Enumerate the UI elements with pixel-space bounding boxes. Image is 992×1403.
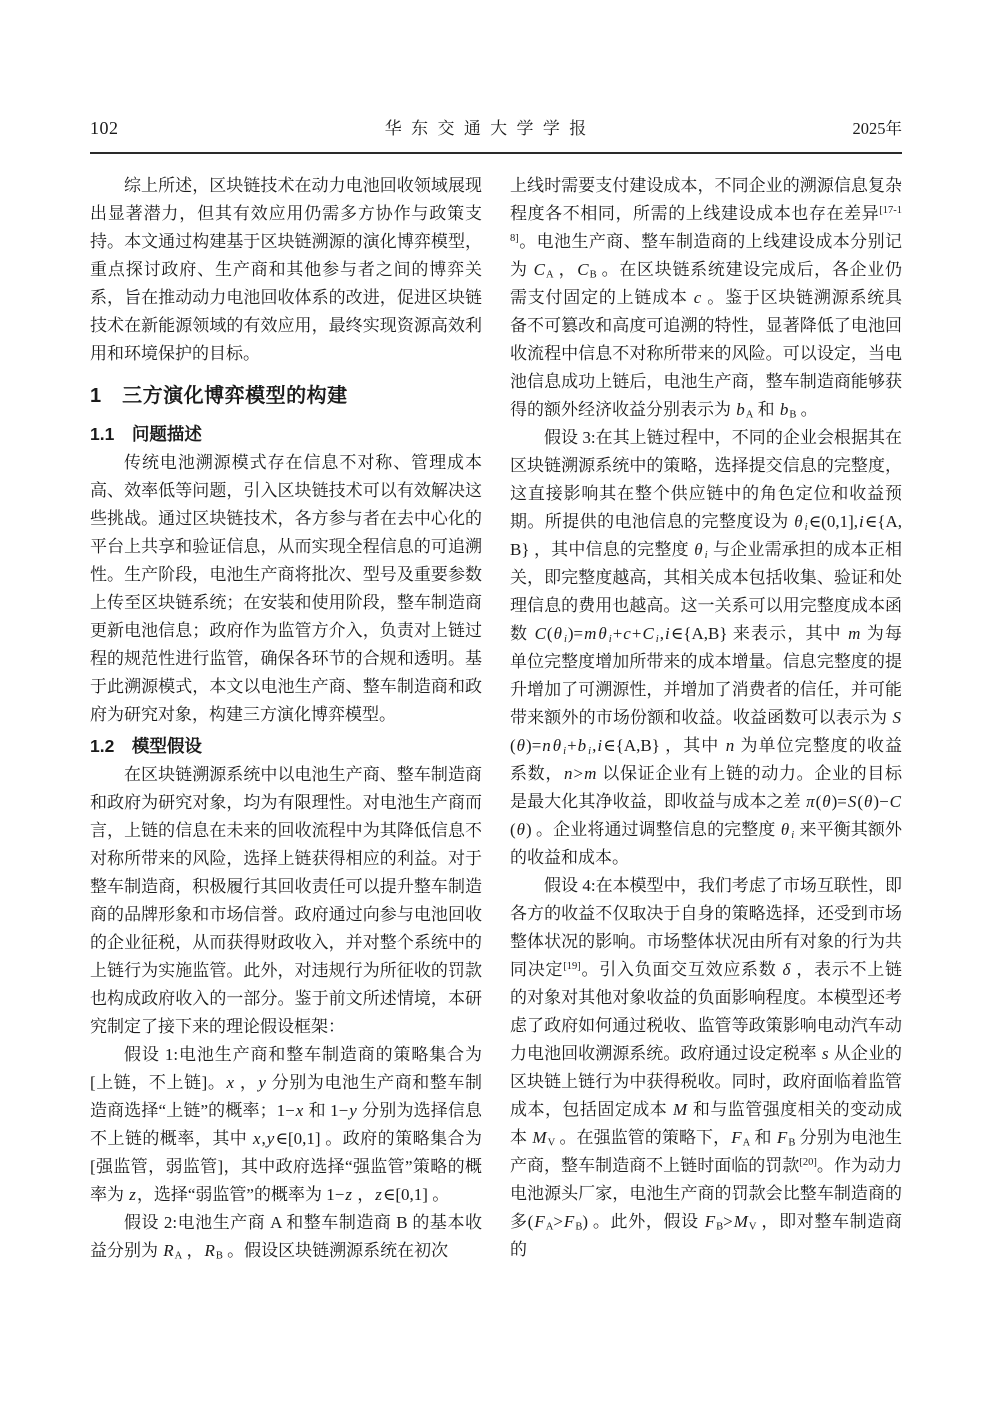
body-paragraph: 综上所述，区块链技术在动力电池回收领域展现出显著潜力，但其有效应用仍需多方协作与政策支持。本文通过构建基于区块链溯源的演化博弈模型，重点探讨政府、生产商和其他参与者之间的博弈关系，旨在推动动力电池回收体系的改进，促进区块链技术在新能源领域的有效应用，最终实现资源高效利用和环境保护的目标。 (90, 176, 482, 363)
subsection-heading: 1.1 问题描述 (90, 424, 202, 444)
body-paragraph: 假设 2:电池生产商 A 和整车制造商 B 的基本收益分别为 $R_A$ ，$R_B$ 。假设区块链溯源系统在初次 (90, 1213, 482, 1262)
subsection-heading: 1.2 模型假设 (90, 736, 202, 756)
running-head (90, 114, 902, 139)
body-paragraph: 假设 4:在本模型中，我们考虑了市场互联性，即各方的收益不仅取决于自身的策略选择，还受到市场整体状况的影响。市场整体状况由所有对象的行为共同决定[19]。引入负面交互效应系数 δ ，表示不上链的对象对其他对象收益的负面影响程度。本模型还考虑了政府如何通过税收、监管等政策影响电动汽车动力电池回收溯源系统。政府通过设定税率 s 从企业的区块链上链行为中获得税收。同时，政府面临着监管成本，包括固定成本 M 和与监管强度相关的变动成本 $M_V$ 。在强监管的策略下，$F_A$ 和 $F_B$ 分别为电池生产商，整车制造商不上链时面临的罚款[20]。作为动力电池源头厂家，电池生产商的罚款会比整车制造商的多$(F_A>F_B)$ 。此外，假设 $F_B>M_V$ ，即对整车制造商的 (510, 876, 903, 1259)
body-paragraph: 假设 3:在其上链过程中，不同的企业会根据其在区块链溯源系统中的策略，选择提交信息的完整度，这直接影响其在整个供应链中的角色定位和收益预期。所提供的电池信息的完整度设为 θ $_i$∈(0,1],i∈{A,B} ，其中信息的完整度 θ $_i$ 与企业需承担的成本正相关，即完整度越高，其相关成本包括收集、验证和处理信息的费用也越高。这一关系可以用完整度成本函数 C(θ $_i$)=m θ $_i$+c+C $_i$,i∈{A,B} 来表示，其中 m 为每单位完整度增加所带来的成本增量。信息完整度的提升增加了可溯源性，并增加了消费者的信任，并可能带来额外的市场份额和收益。收益函数可以表示为 S(θ)=n θ $_i$+b $_i$,i∈{A,B} ，其中 n 为单位完整度的收益系数，n>m 以保证企业有上链的动力。企业的目标是最大化其净收益，即收益与成本之差 π(θ)=S(θ)−C(θ) 。企业将通过调整信息的完整度 θ $_i$ 来平衡其额外的收益和成本。 (510, 428, 903, 867)
publication-year: 2025年 (852, 119, 902, 138)
column-right (510, 172, 902, 1265)
page-number: 102 (90, 118, 119, 138)
section-heading: 1 三方演化博弈模型的构建 (90, 385, 348, 407)
journal-title: 华东交通大学学报 (384, 119, 596, 138)
column-left (90, 172, 482, 1265)
body-paragraph: 上线时需要支付建设成本，不同企业的溯源信息复杂程度各不相同，所需的上线建设成本也存在差异[17-18]。电池生产商、整车制造商的上线建设成本分别记为 $C_A$ ，$C_B$ 。在区块链系统建设完成后，各企业仍需支付固定的上链成本 c 。鉴于区块链溯源系统具备不可篡改和高度可追溯的特性，显著降低了电池回收流程中信息不对称所带来的风险。可以设定，当电池信息成功上链后，电池生产商，整车制造商能够获得的额外经济收益分别表示为 $b_A$ 和 $b_B$ 。 (510, 176, 903, 421)
body-paragraph: 传统电池溯源模式存在信息不对称、管理成本高、效率低等问题，引入区块链技术可以有效解决这些挑战。通过区块链技术，各方参与者在去中心化的平台上共享和验证信息，从而实现全程信息的可追溯性。生产阶段，电池生产商将批次、型号及重要参数上传至区块链系统；在安装和使用阶段，整车制造商更新电池信息；政府作为监管方介入，负责对上链过程的规范性进行监管，确保各环节的合规和透明。基于此溯源模式，本文以电池生产商、整车制造商和政府为研究对象，构建三方演化博弈模型。 (90, 453, 482, 724)
content-columns (90, 172, 902, 1265)
header-rule (90, 152, 902, 154)
body-paragraph: 假设 1:电池生产商和整车制造商的策略集合为[上链，不上链]。x ，y 分别为电池生产商和整车制造商选择“上链”的概率；1−x 和 1−y 分别为选择信息不上链的概率，其中 x,y∈[0,1] 。政府的策略集合为[强监管，弱监管]，其中政府选择“强监管”策略的概率为 z，选择“弱监管”的概率为 1−z ，z∈[0,1] 。 (90, 1045, 483, 1204)
body-paragraph: 在区块链溯源系统中以电池生产商、整车制造商和政府为研究对象，均为有限理性。对电池生产商而言，上链的信息在未来的回收流程中为其降低信息不对称所带来的风险，选择上链获得相应的利益。对于整车制造商，积极履行其回收责任可以提升整车制造商的品牌形象和市场信誉。政府通过向参与电池回收的企业征税，从而获得财政收入，并对整个系统中的上链行为实施监管。此外，对违规行为所征收的罚款也构成政府收入的一部分。鉴于前文所述情境，本研究制定了接下来的理论假设框架： (90, 765, 482, 1036)
